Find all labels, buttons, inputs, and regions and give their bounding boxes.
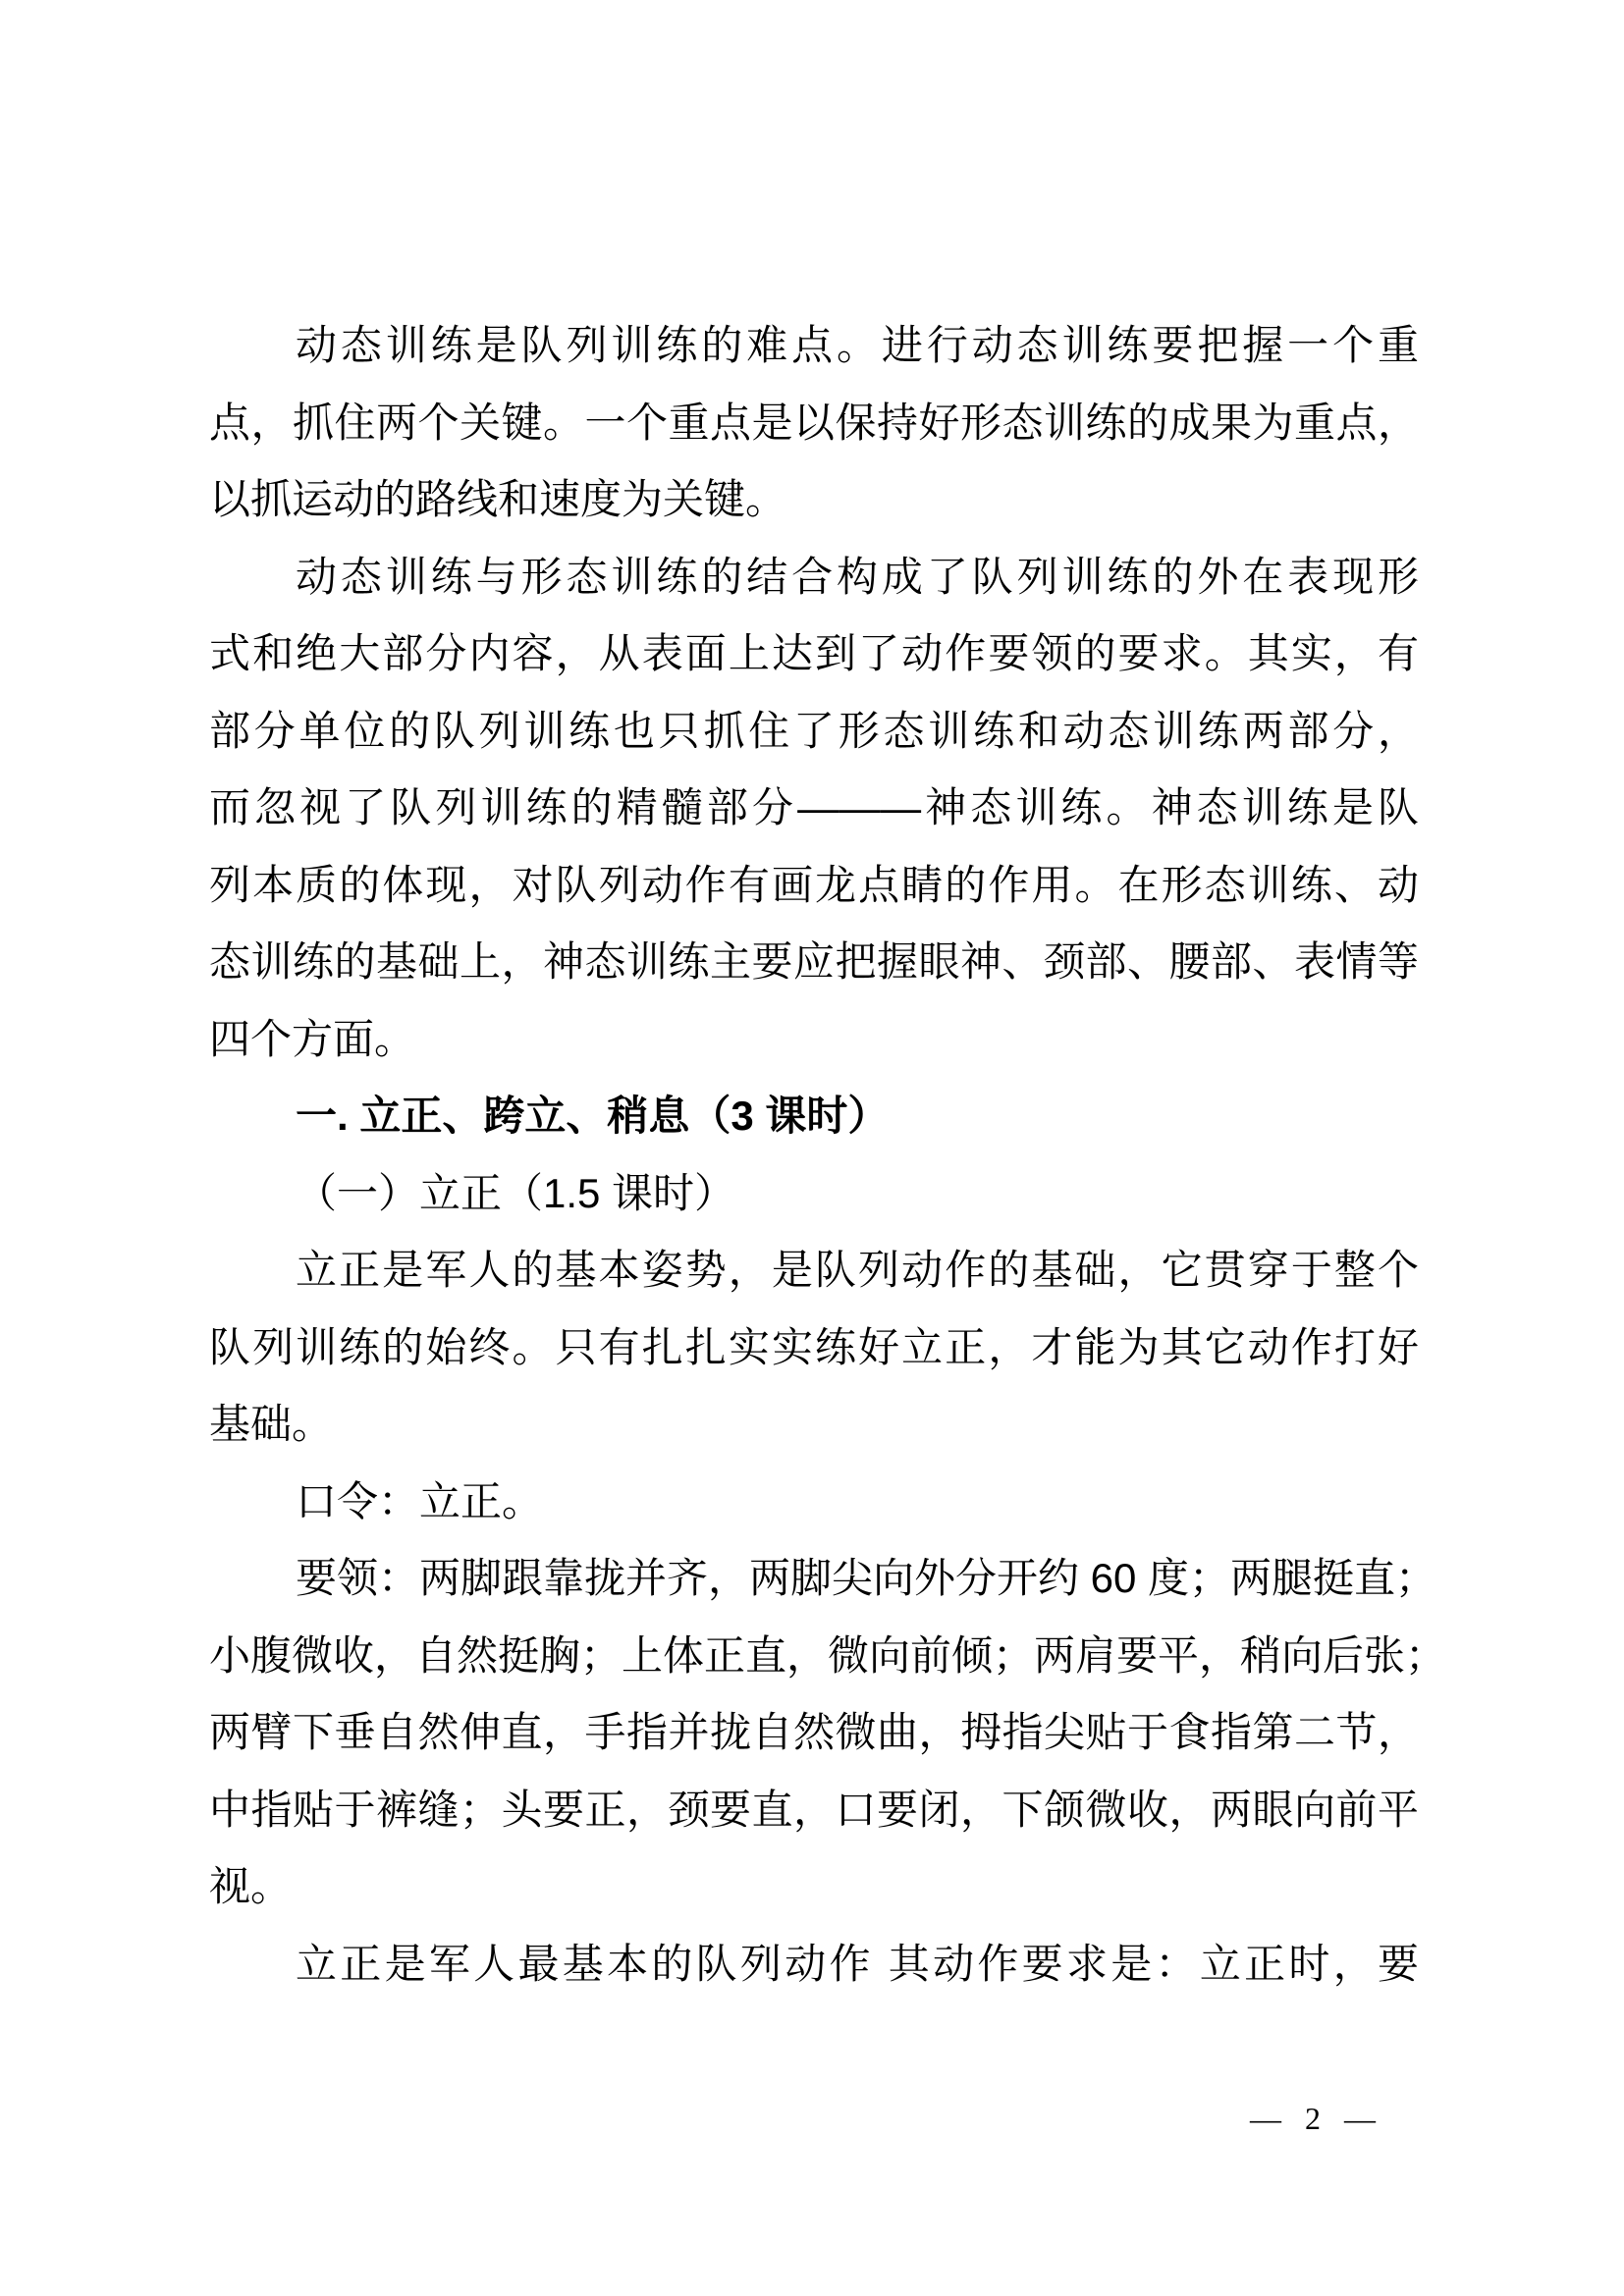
- text-line: 部分单位的队列训练也只抓住了形态训练和动态训练两部分，: [209, 707, 1419, 754]
- text-line: 基础。: [209, 1401, 334, 1447]
- text-line: 要领：两脚跟靠拢并齐，两脚尖向外分开约 60 度；两腿挺直；: [296, 1555, 1437, 1601]
- heading-line: 一. 立正、跨立、稍息（3 课时）: [296, 1093, 890, 1139]
- text-line: 口令：立正。: [296, 1477, 544, 1524]
- text-line: 态训练的基础上，神态训练主要应把握眼神、颈部、腰部、表情等: [209, 938, 1419, 985]
- text-line: 以抓运动的路线和速度为关键。: [209, 476, 787, 522]
- text-line: 队列训练的始终。只有扎扎实实练好立正，才能为其它动作打好: [209, 1323, 1419, 1370]
- text-line: 动态训练与形态训练的结合构成了队列训练的外在表现形: [296, 553, 1419, 600]
- text-line: 动态训练是队列训练的难点。进行动态训练要把握一个重: [296, 322, 1419, 368]
- page-number: — 2 —: [1250, 2101, 1383, 2136]
- text-line: 立正是军人最基本的队列动作 其动作要求是：立正时，要: [296, 1940, 1419, 1987]
- text-line: 中指贴于裤缝；头要正，颈要直，口要闭，下颌微收，两眼向前平: [209, 1786, 1419, 1833]
- document-body: [209, 307, 1447, 2002]
- text-line: 列本质的体现，对队列动作有画龙点睛的作用。在形态训练、动: [209, 861, 1419, 908]
- text-line: 而忽视了队列训练的精髓部分———神态训练。神态训练是队: [209, 784, 1419, 830]
- text-line: 式和绝大部分内容，从表面上达到了动作要领的要求。其实，有: [209, 630, 1419, 676]
- text-line: 点，抓住两个关键。一个重点是以保持好形态训练的成果为重点，: [209, 399, 1419, 446]
- text-line: （一）立正（1.5 课时）: [296, 1169, 736, 1216]
- text-line: 视。: [209, 1863, 293, 1909]
- text-line: 立正是军人的基本姿势，是队列动作的基础，它贯穿于整个: [296, 1247, 1419, 1293]
- text-line: 四个方面。: [209, 1015, 416, 1062]
- text-line: 两臂下垂自然伸直，手指并拢自然微曲，拇指尖贴于食指第二节，: [209, 1709, 1419, 1755]
- text-line: 小腹微收，自然挺胸；上体正直，微向前倾；两肩要平，稍向后张；: [209, 1631, 1447, 1679]
